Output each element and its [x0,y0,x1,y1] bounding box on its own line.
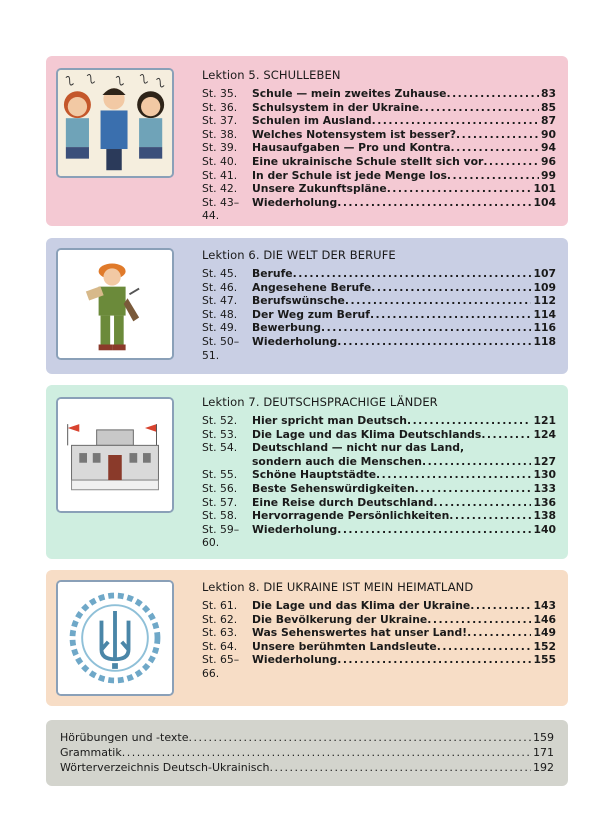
section-contents [202,395,556,550]
entry-title: Hausaufgaben — Pro und Kontra [252,141,451,155]
entry-page: 96 [540,154,556,168]
worker-illustration [56,248,174,360]
entry-page: 116 [533,321,556,335]
toc-entry[interactable] [202,599,556,613]
entry-number: St. 38. [202,127,238,141]
entry-number: St. 55. [202,468,238,482]
entry-number: St. 63. [202,626,238,640]
entry-page: 171 [533,746,554,759]
toc-entry[interactable] [202,294,556,308]
section-lektion-7 [46,385,568,559]
entry-page: 130 [533,468,556,482]
entry-number: St. 58. [202,509,238,523]
entry-title: Wiederholung [252,522,338,536]
toc-entry[interactable] [202,653,556,680]
entry-page: 146 [533,612,556,626]
toc-entry[interactable] [60,760,554,775]
entry-page: 152 [533,639,556,653]
lektion-heading: Lektion 5. SCHULLEBEN [202,68,341,82]
entry-number: St. 65–66. [202,653,240,680]
entry-title: Die Lage und das Klima der Ukraine [252,599,471,612]
toc-entry[interactable] [202,428,556,442]
entry-page: 107 [533,267,556,280]
entry-title: Wörterverzeichnis Deutsch-Ukrainisch [60,761,270,774]
entry-number: St. 48. [202,307,238,321]
entry-title: Berufe [252,267,293,280]
entry-number: St. 41. [202,168,238,182]
entry-page: 143 [533,599,556,612]
toc-entry[interactable] [60,730,554,745]
entry-title: Bewerbung [252,321,322,335]
entry-title: Schöne Hauptstädte [252,468,377,482]
toc-entry[interactable] [202,523,556,550]
toc-entry[interactable] [202,281,556,295]
castle-illustration [56,397,174,513]
toc-entry[interactable] [202,182,556,196]
entry-page: 136 [533,495,556,509]
entry-title: Deutschland — nicht nur das Land, [252,441,465,455]
section-contents [202,580,556,681]
entry-number: St. 52. [202,414,238,427]
toc-entry[interactable] [202,482,556,496]
entry-number: St. 50–51. [202,334,240,362]
entry-page: 94 [540,141,556,155]
entry-page: 99 [540,168,556,182]
toc-entry[interactable] [60,745,554,760]
entry-page: 140 [533,522,556,536]
toc-entry[interactable] [202,87,556,101]
entry-page: 87 [540,114,556,128]
entry-page: 112 [533,294,556,308]
entry-page: 109 [533,280,556,294]
entry-number: St. 47. [202,294,238,308]
entry-page: 85 [540,100,556,114]
toc-entry[interactable] [202,509,556,523]
toc-entry[interactable] [202,321,556,335]
entry-page: 114 [533,307,556,321]
lektion-heading: Lektion 8. DIE UKRAINE IST MEIN HEIMATLAND [202,580,474,594]
toc-entry[interactable] [202,141,556,155]
entry-number: St. 43–44. [202,195,240,223]
entry-page: 90 [540,127,556,141]
entry-number: St. 35. [202,87,238,100]
entry-page: 127 [533,454,556,468]
lektion-heading: Lektion 7. DEUTSCHSPRACHIGE LÄNDER [202,395,438,409]
entry-title: Unsere berühmten Landsleute [252,639,437,653]
entry-number: St. 53. [202,427,238,441]
entry-page: 133 [533,481,556,495]
toc-entry[interactable] [202,101,556,115]
entry-title: Der Weg zum Beruf [252,307,370,321]
toc-entry[interactable] [202,196,556,223]
entry-number: St. 57. [202,495,238,509]
school-kids-illustration [56,68,174,178]
entry-title: Eine ukrainische Schule stellt sich vor [252,154,484,168]
entry-title: Beste Sehenswürdigkeiten [252,481,415,495]
entry-page: 155 [533,653,556,667]
toc-entry[interactable] [202,128,556,142]
entry-page: 121 [533,414,556,427]
entry-page: 83 [540,87,556,100]
entry-number: St. 49. [202,321,238,335]
entry-number: St. 64. [202,639,238,653]
entry-title: Welches Notensystem ist besser? [252,127,457,141]
entry-title: Schule — mein zweites Zuhause [252,87,447,100]
entry-number: St. 45. [202,267,238,280]
trident-emblem [56,580,174,696]
lektion-heading: Lektion 6. DIE WELT DER BERUFE [202,248,396,262]
entry-page: 124 [533,427,556,441]
toc-entry[interactable] [202,640,556,654]
entry-page: 101 [533,182,556,196]
entry-title: Schulsystem in der Ukraine [252,100,420,114]
entry-number: St. 42. [202,182,238,196]
section-contents [202,248,556,362]
section-lektion-8 [46,570,568,706]
entry-number: St. 62. [202,612,238,626]
toc-entry-continuation[interactable] [202,455,556,469]
toc-entry[interactable] [202,468,556,482]
entry-title: Unsere Zukunftspläne [252,182,387,196]
entry-number: St. 46. [202,280,238,294]
toc-entry[interactable] [202,414,556,428]
toc-entry[interactable] [202,267,556,281]
entry-title: Was Sehenswertes hat unser Land! [252,626,468,640]
entry-number: St. 40. [202,154,238,168]
entry-number: St. 37. [202,114,238,128]
toc-entry[interactable] [202,169,556,183]
entry-title: Die Lage und das Klima Deutschlands [252,427,482,441]
entry-title: Berufswünsche [252,294,345,308]
entry-title: Hörübungen und -texte [60,731,189,744]
entry-number: St. 59–60. [202,522,240,550]
entry-number: St. 61. [202,599,238,612]
entry-title: Wiederholung [252,653,338,667]
toc-entry[interactable] [202,155,556,169]
entry-page: 118 [533,334,556,348]
entry-number: St. 56. [202,481,238,495]
entry-page: 192 [533,761,554,774]
entry-page: 138 [533,509,556,523]
toc-entry[interactable] [202,308,556,322]
section-contents [202,68,556,223]
entry-title: Eine Reise durch Deutschland [252,495,434,509]
toc-entry[interactable] [202,613,556,627]
section-lektion-5 [46,56,568,226]
entry-number: St. 39. [202,141,238,155]
entry-page: 149 [533,626,556,640]
entry-title: Wiederholung [252,195,338,209]
entry-title: Hier spricht man Deutsch [252,414,407,427]
entry-title: In der Schule ist jede Menge los [252,168,447,182]
entry-page: 159 [533,731,554,744]
entry-number: St. 36. [202,100,238,114]
entry-title: Grammatik [60,746,122,759]
entry-title: Hervorragende Persönlichkeiten [252,509,450,523]
entry-title: Schulen im Ausland [252,114,372,128]
entry-number: St. 54. [202,441,238,455]
entry-title: sondern auch die Menschen [252,454,422,468]
toc-entry[interactable] [202,496,556,510]
appendix-contents [60,730,554,775]
entry-page: 104 [533,195,556,209]
entry-title: Wiederholung [252,334,338,348]
toc-entry[interactable] [202,626,556,640]
entry-title: Angesehene Berufe [252,280,372,294]
toc-entry[interactable] [202,441,556,455]
entry-title: Die Bevölkerung der Ukraine [252,612,428,626]
appendix-section [46,720,568,786]
toc-entry[interactable] [202,114,556,128]
toc-entry[interactable] [202,335,556,362]
section-lektion-6 [46,238,568,374]
